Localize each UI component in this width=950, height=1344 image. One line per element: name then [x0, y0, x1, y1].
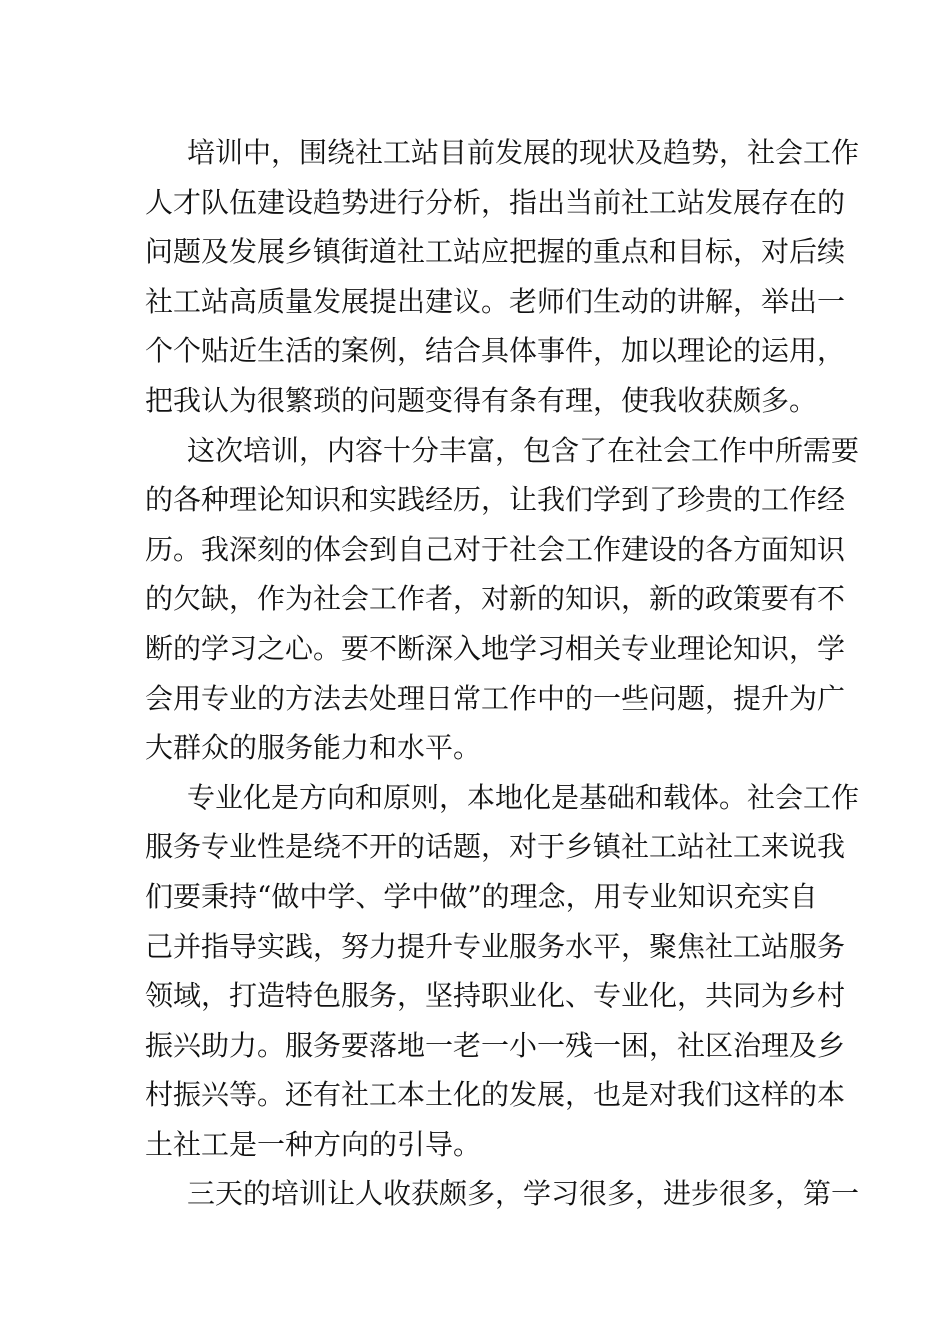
paragraph-4 [145, 1169, 860, 1219]
paragraph-3 [145, 773, 860, 1170]
paragraph-2 [145, 426, 860, 773]
text-line: 大群众的服务能力和水平。 [145, 731, 482, 765]
text-line: 服务专业性是绕不开的话题，对于乡镇社工站社工来说我 [145, 830, 846, 864]
text-line: 历。我深刻的体会到自己对于社会工作建设的各方面知识 [145, 532, 846, 566]
text-line: 的各种理论知识和实践经历，让我们学到了珍贵的工作经 [145, 483, 846, 517]
paragraph-1 [145, 128, 860, 426]
text-line: 土社工是一种方向的引导。 [145, 1127, 482, 1161]
text-line: 专业化是方向和原则，本地化是基础和载体。社会工作 [187, 780, 860, 814]
text-line: 的欠缺，作为社会工作者，对新的知识，新的政策要有不 [145, 582, 846, 616]
text-line: 们要秉持“做中学、学中做”的理念，用专业知识充实自 [145, 879, 818, 913]
text-line: 三天的培训让人收获颇多，学习很多，进步很多，第一 [187, 1177, 860, 1211]
text-line: 培训中，围绕社工站目前发展的现状及趋势，社会工作 [187, 136, 860, 169]
text-line: 把我认为很繁琐的问题变得有条有理，使我收获颇多。 [145, 383, 818, 417]
text-line: 人才队伍建设趋势进行分析，指出当前社工站发展存在的 [145, 185, 846, 219]
text-line: 领域，打造特色服务，坚持职业化、专业化，共同为乡村 [145, 979, 846, 1013]
text-line: 个个贴近生活的案例，结合具体事件，加以理论的运用， [145, 334, 846, 368]
text-line: 这次培训，内容十分丰富，包含了在社会工作中所需要 [187, 433, 860, 467]
text-line: 社工站高质量发展提出建议。老师们生动的讲解，举出一 [145, 284, 846, 318]
text-line: 问题及发展乡镇街道社工站应把握的重点和目标，对后续 [145, 235, 846, 269]
text-line: 振兴助力。服务要落地一老一小一残一困，社区治理及乡 [145, 1028, 846, 1062]
document-body [145, 128, 860, 1219]
text-line: 会用专业的方法去处理日常工作中的一些问题，提升为广 [145, 681, 846, 715]
text-line: 己并指导实践，努力提升专业服务水平，聚焦社工站服务 [145, 929, 846, 963]
text-line: 村振兴等。还有社工本土化的发展，也是对我们这样的本 [145, 1078, 846, 1112]
text-line: 断的学习之心。要不断深入地学习相关专业理论知识，学 [145, 631, 846, 665]
